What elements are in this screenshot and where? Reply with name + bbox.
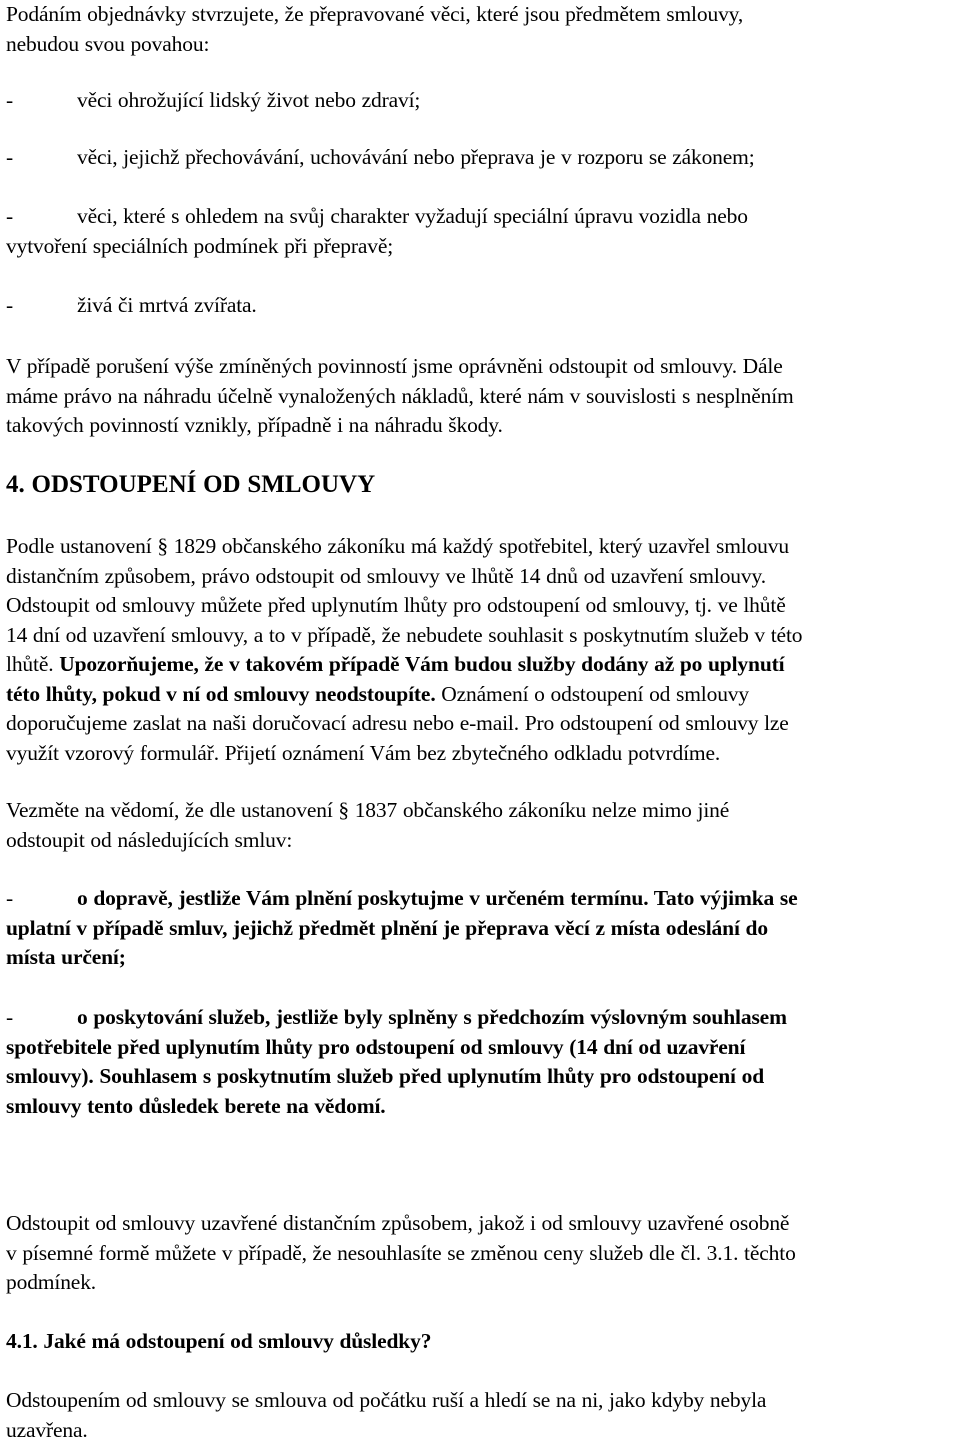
paragraph-line: Odstoupit od smlouvy můžete před uplynutím lhůty pro odstoupení od smlouvy, tj. ve lhůtě bbox=[6, 591, 956, 621]
list-dash: - bbox=[6, 1003, 77, 1033]
list-item-text: věci ohrožující lidský život nebo zdraví; bbox=[77, 88, 420, 112]
list-item-continuation: smlouvy tento důsledek berete na vědomí. bbox=[6, 1094, 386, 1118]
list-item-text: o dopravě, jestliže Vám plnění poskytujme v určeném termínu. Tato výjimka se bbox=[77, 886, 798, 910]
list-item-text: věci, které s ohledem na svůj charakter vyžadují speciální úpravu vozidla nebo bbox=[77, 204, 748, 228]
list-dash: - bbox=[6, 86, 77, 116]
note-paragraph bbox=[6, 796, 956, 855]
list-item-text: o poskytování služeb, jestliže byly splněny s předchozím výslovným souhlasem bbox=[77, 1005, 787, 1029]
list-dash: - bbox=[6, 884, 77, 914]
list-item-continuation: uplatní v případě smluv, jejichž předmět plnění je přeprava věcí z místa odeslání do bbox=[6, 916, 768, 940]
section-heading: 4. ODSTOUPENÍ OD SMLOUVY bbox=[6, 470, 956, 500]
withdrawal-paragraph bbox=[6, 532, 956, 768]
excluded-item bbox=[6, 86, 956, 116]
paragraph-line bbox=[6, 680, 956, 710]
intro-line: nebudou svou povahou: bbox=[6, 30, 956, 60]
section-heading-block bbox=[6, 470, 956, 500]
paragraph-line: odstoupit od následujících smluv: bbox=[6, 826, 956, 856]
list-item-text: živá či mrtvá zvířata. bbox=[77, 293, 257, 317]
intro-paragraph bbox=[6, 0, 956, 59]
list-dash: - bbox=[6, 291, 77, 321]
list-item-continuation: vytvoření speciálních podmínek při přepravě; bbox=[6, 232, 956, 262]
paragraph-line bbox=[6, 650, 956, 680]
subsection-heading-block bbox=[6, 1327, 956, 1357]
paragraph-line: podmínek. bbox=[6, 1268, 956, 1298]
list-item-continuation: místa určení; bbox=[6, 945, 126, 969]
exception-item bbox=[6, 1003, 956, 1121]
excluded-item bbox=[6, 202, 956, 261]
list-item-continuation: smlouvy). Souhlasem s poskytnutím služeb před uplynutím lhůty pro odstoupení od bbox=[6, 1064, 764, 1088]
paragraph-line: uzavřena. bbox=[6, 1416, 956, 1445]
list-item-text: věci, jejichž přechovávání, uchovávání nebo přeprava je v rozporu se zákonem; bbox=[77, 145, 755, 169]
exception-item bbox=[6, 884, 956, 973]
consequence-paragraph bbox=[6, 1386, 956, 1445]
intro-line: Podáním objednávky stvrzujete, že přepravované věci, které jsou předmětem smlouvy, bbox=[6, 0, 956, 30]
paragraph-line: využít vzorový formulář. Přijetí oznámení Vám bez zbytečného odkladu potvrdíme. bbox=[6, 739, 956, 769]
paragraph-line: Odstoupením od smlouvy se smlouva od počátku ruší a hledí se na ni, jako kdyby nebyla bbox=[6, 1386, 956, 1416]
paragraph-text: lhůtě. bbox=[6, 652, 59, 676]
paragraph-line: 14 dní od uzavření smlouvy, a to v případě, že nebudete souhlasit s poskytnutím služeb v této bbox=[6, 621, 956, 651]
paragraph-line: Podle ustanovení § 1829 občanského zákoníku má každý spotřebitel, který uzavřel smlouvu bbox=[6, 532, 956, 562]
paragraph-line: Odstoupit od smlouvy uzavřené distančním způsobem, jakož i od smlouvy uzavřené osobně bbox=[6, 1209, 956, 1239]
paragraph-text: Oznámení o odstoupení od smlouvy bbox=[436, 682, 749, 706]
paragraph-line: takových povinností vznikly, případně i na náhradu škody. bbox=[6, 411, 956, 441]
paragraph-emphasis: této lhůty, pokud v ní od smlouvy neodstoupíte. bbox=[6, 682, 436, 706]
violation-paragraph bbox=[6, 352, 956, 441]
excluded-item bbox=[6, 143, 956, 173]
paragraph-line: doporučujeme zaslat na naši doručovací adresu nebo e-mail. Pro odstoupení od smlouvy lze bbox=[6, 709, 956, 739]
paragraph-line: Vezměte na vědomí, že dle ustanovení § 1837 občanského zákoníku nelze mimo jiné bbox=[6, 796, 956, 826]
list-dash: - bbox=[6, 202, 77, 232]
excluded-item bbox=[6, 291, 956, 321]
paragraph-line: máme právo na náhradu účelně vynaložených nákladů, které nám v souvislosti s nesplněním bbox=[6, 382, 956, 412]
list-dash: - bbox=[6, 143, 77, 173]
paragraph-line: v písemné formě můžete v případě, že nesouhlasíte se změnou ceny služeb dle čl. 3.1. těchto bbox=[6, 1239, 956, 1269]
subsection-heading: 4.1. Jaké má odstoupení od smlouvy důsledky? bbox=[6, 1327, 956, 1357]
list-item-continuation: spotřebitele před uplynutím lhůty pro odstoupení od smlouvy (14 dní od uzavření bbox=[6, 1035, 745, 1059]
price-change-paragraph bbox=[6, 1209, 956, 1298]
paragraph-line: V případě porušení výše zmíněných povinností jsme oprávněni odstoupit od smlouvy. Dále bbox=[6, 352, 956, 382]
paragraph-emphasis: Upozorňujeme, že v takovém případě Vám budou služby dodány až po uplynutí bbox=[59, 652, 784, 676]
paragraph-line: distančním způsobem, právo odstoupit od smlouvy ve lhůtě 14 dnů od uzavření smlouvy. bbox=[6, 562, 956, 592]
